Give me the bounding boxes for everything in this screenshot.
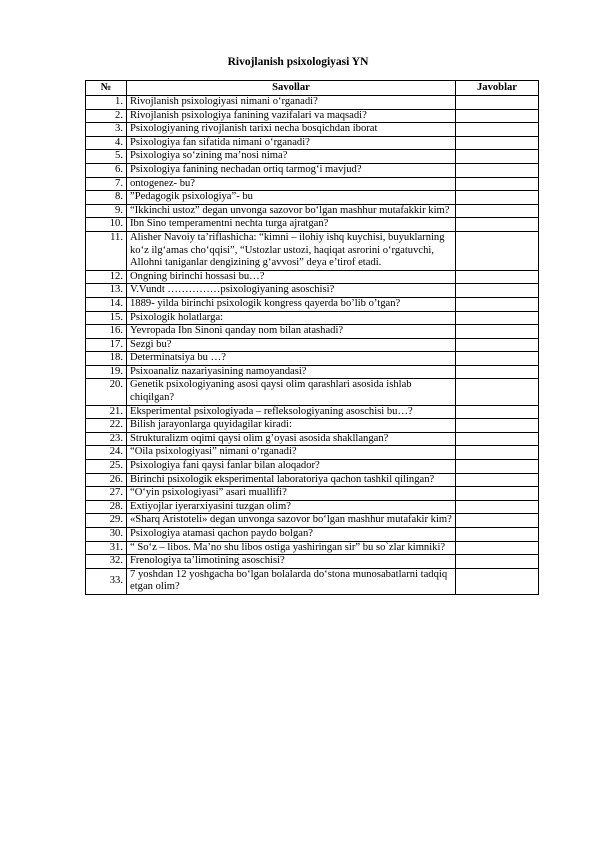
- table-row: [86, 419, 539, 433]
- answer-cell[interactable]: [456, 109, 539, 123]
- question-number: 5.: [86, 150, 127, 164]
- table-row: [86, 446, 539, 460]
- answer-cell[interactable]: [456, 500, 539, 514]
- table-row: [86, 123, 539, 137]
- question-number: 6.: [86, 163, 127, 177]
- question-text: Birinchi psixologik eksperimental laboratoriya qachon tashkil qilingan?: [127, 473, 456, 487]
- question-number: 7.: [86, 177, 127, 191]
- question-number: 13.: [86, 284, 127, 298]
- answer-cell[interactable]: [456, 177, 539, 191]
- answer-cell[interactable]: [456, 270, 539, 284]
- answer-cell[interactable]: [456, 163, 539, 177]
- table-row: [86, 109, 539, 123]
- table-row: [86, 136, 539, 150]
- question-number: 15.: [86, 311, 127, 325]
- question-number: 30.: [86, 528, 127, 542]
- table-row: [86, 555, 539, 569]
- answer-cell[interactable]: [456, 204, 539, 218]
- question-text: “O‘yin psixologiyasi” asari muallifi?: [127, 487, 456, 501]
- table-row: [86, 191, 539, 205]
- question-text: Eksperimental psixologiyada – refleksologiyaning asoschisi bu…?: [127, 405, 456, 419]
- question-number: 9.: [86, 204, 127, 218]
- table-row: [86, 514, 539, 528]
- answer-cell[interactable]: [456, 555, 539, 569]
- answer-cell[interactable]: [456, 446, 539, 460]
- answer-cell[interactable]: [456, 514, 539, 528]
- question-text: ”Pedagogik psixologiya”- bu: [127, 191, 456, 205]
- question-text: Psixologiya so‘zining ma’nosi nima?: [127, 150, 456, 164]
- question-number: 28.: [86, 500, 127, 514]
- table-row: [86, 432, 539, 446]
- question-number: 32.: [86, 555, 127, 569]
- answer-cell[interactable]: [456, 325, 539, 339]
- question-number: 1.: [86, 96, 127, 110]
- question-number: 33.: [86, 568, 127, 594]
- question-number: 8.: [86, 191, 127, 205]
- question-number: 10.: [86, 218, 127, 232]
- answer-cell[interactable]: [456, 473, 539, 487]
- header-answers: Javoblar: [456, 81, 539, 96]
- question-text: Ongning birinchi hossasi bu…?: [127, 270, 456, 284]
- question-text: “ So‘z – libos. Ma’no shu libos ostiga yashiringan sir” bu so`zlar kimniki?: [127, 541, 456, 555]
- question-number: 17.: [86, 338, 127, 352]
- question-number: 24.: [86, 446, 127, 460]
- question-number: 12.: [86, 270, 127, 284]
- table-row: [86, 568, 539, 594]
- question-text: Psixologiyaning rivojlanish tarixi necha bosqichdan iborat: [127, 123, 456, 137]
- answer-cell[interactable]: [456, 311, 539, 325]
- question-number: 11.: [86, 231, 127, 270]
- question-number: 20.: [86, 379, 127, 405]
- answer-cell[interactable]: [456, 218, 539, 232]
- answer-cell[interactable]: [456, 419, 539, 433]
- question-number: 21.: [86, 405, 127, 419]
- answer-cell[interactable]: [456, 365, 539, 379]
- question-number: 19.: [86, 365, 127, 379]
- answer-cell[interactable]: [456, 432, 539, 446]
- question-text: 1889- yilda birinchi psixologik kongress qayerda bo’lib o’tgan?: [127, 297, 456, 311]
- question-text: “Oila psixologiyasi” nimani o‘rganadi?: [127, 446, 456, 460]
- answer-cell[interactable]: [456, 136, 539, 150]
- answer-cell[interactable]: [456, 338, 539, 352]
- question-text: Rivojlanish psixologiya fanining vazifalari va maqsadi?: [127, 109, 456, 123]
- question-text: Psixologiya fani qaysi fanlar bilan aloqador?: [127, 460, 456, 474]
- table-row: [86, 473, 539, 487]
- table-row: [86, 365, 539, 379]
- question-text: “Ikkinchi ustoz” degan unvonga sazovor bo‘lgan mashhur mutafakkir kim?: [127, 204, 456, 218]
- document-title: Rivojlanish psixologiyasi YN: [227, 56, 369, 68]
- table-row: [86, 177, 539, 191]
- question-text: Extiyojlar iyerarxiyasini tuzgan olim?: [127, 500, 456, 514]
- question-text: Psixologiya fanining nechadan ortiq tarmog‘i mavjud?: [127, 163, 456, 177]
- header-questions: Savollar: [127, 81, 456, 96]
- question-text: Sezgi bu?: [127, 338, 456, 352]
- answer-cell[interactable]: [456, 150, 539, 164]
- answer-cell[interactable]: [456, 284, 539, 298]
- answer-cell[interactable]: [456, 191, 539, 205]
- table-row: [86, 460, 539, 474]
- table-row: [86, 284, 539, 298]
- question-number: 2.: [86, 109, 127, 123]
- question-number: 18.: [86, 352, 127, 366]
- table-row: [86, 352, 539, 366]
- table-row: [86, 325, 539, 339]
- question-number: 16.: [86, 325, 127, 339]
- question-number: 23.: [86, 432, 127, 446]
- question-text: Bilish jarayonlarga quyidagilar kiradi:: [127, 419, 456, 433]
- question-text: Alisher Navoiy ta’riflashicha: “kimni – ilohiy ishq kuychisi, buyuklarning ko‘z ilg‘amas cho‘qqisi”, “Ustozlar ustozi, haqiqat asrorini o‘rgatuvchi, Allohni taniganlar dengizining g‘avvosi” deya e’tirof etadi.: [127, 231, 456, 270]
- table-row: [86, 163, 539, 177]
- table-row: [86, 487, 539, 501]
- question-number: 14.: [86, 297, 127, 311]
- header-number: №: [86, 81, 127, 96]
- table-row: [86, 541, 539, 555]
- table-row: [86, 528, 539, 542]
- table-row: [86, 218, 539, 232]
- answer-cell[interactable]: [456, 379, 539, 405]
- question-number: 22.: [86, 419, 127, 433]
- questions-table: [85, 80, 539, 595]
- answer-cell[interactable]: [456, 460, 539, 474]
- question-text: Rivojlanish psixologiyasi nimani o‘rganadi?: [127, 96, 456, 110]
- question-text: Yevropada Ibn Sinoni qanday nom bilan atashadi?: [127, 325, 456, 339]
- answer-cell[interactable]: [456, 487, 539, 501]
- question-number: 27.: [86, 487, 127, 501]
- question-text: 7 yoshdan 12 yoshgacha bo‘lgan bolalarda do‘stona munosabatlarni tadqiq etgan olim?: [127, 568, 456, 594]
- question-text: Psixologiya fan sifatida nimani o‘rganadi?: [127, 136, 456, 150]
- answer-cell[interactable]: [456, 123, 539, 137]
- question-text: Determinatsiya bu …?: [127, 352, 456, 366]
- table-row: [86, 500, 539, 514]
- question-number: 31.: [86, 541, 127, 555]
- question-text: «Sharq Aristoteli» degan unvonga sazovor bo‘lgan mashhur mutafakir kim?: [127, 514, 456, 528]
- question-text: V.Vundt ……………psixologiyaning asoschisi?: [127, 284, 456, 298]
- question-text: Frenologiya ta’limotining asoschisi?: [127, 555, 456, 569]
- answer-cell[interactable]: [456, 297, 539, 311]
- table-row: [86, 338, 539, 352]
- question-text: Psixologiya atamasi qachon paydo bolgan?: [127, 528, 456, 542]
- answer-cell[interactable]: [456, 568, 539, 594]
- table-row: [86, 204, 539, 218]
- table-row: [86, 96, 539, 110]
- answer-cell[interactable]: [456, 528, 539, 542]
- question-text: Genetik psixologiyaning asosi qaysi olim qarashlari asosida ishlab chiqilgan?: [127, 379, 456, 405]
- question-text: Psixologik holatlarga:: [127, 311, 456, 325]
- answer-cell[interactable]: [456, 352, 539, 366]
- question-number: 3.: [86, 123, 127, 137]
- table-row: [86, 231, 539, 270]
- table-row: [86, 270, 539, 284]
- question-number: 25.: [86, 460, 127, 474]
- answer-cell[interactable]: [456, 231, 539, 270]
- question-text: ontogenez- bu?: [127, 177, 456, 191]
- answer-cell[interactable]: [456, 541, 539, 555]
- question-number: 26.: [86, 473, 127, 487]
- table-row: [86, 379, 539, 405]
- answer-cell[interactable]: [456, 96, 539, 110]
- table-row: [86, 311, 539, 325]
- question-text: Ibn Sino temperamentni nechta turga ajratgan?: [127, 218, 456, 232]
- answer-cell[interactable]: [456, 405, 539, 419]
- table-row: [86, 297, 539, 311]
- table-row: [86, 405, 539, 419]
- question-text: Strukturalizm oqimi qaysi olim g’oyasi asosida shakllangan?: [127, 432, 456, 446]
- table-header-row: [86, 81, 539, 96]
- question-number: 29.: [86, 514, 127, 528]
- question-number: 4.: [86, 136, 127, 150]
- table-row: [86, 150, 539, 164]
- question-text: Psixoanaliz nazariyasining namoyandasi?: [127, 365, 456, 379]
